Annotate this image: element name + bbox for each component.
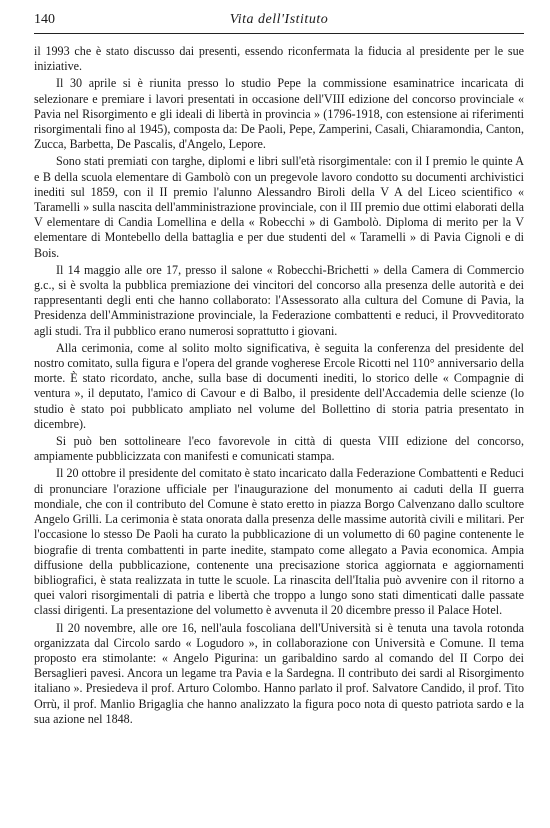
article-body — [34, 44, 524, 727]
paragraph-3: Sono stati premiati con targhe, diplomi e libri sull'età risorgimentale: con il I premio le quinte A e B della scuola elementare di Gambolò con un pregevole lavoro condotto su documenti archivistici inediti sul 1859, con il II premio l'alunno Alessandro Biroli della V A del Liceo scientifico « Taramelli » sulla nascita dell'amministrazione provinciale, con il III premio due ottimi elaborati della V elementare di Candia Lomellina e della « Robecchi » di Gambolò. Diploma di merito per la V elementare di Montebello della battaglia e per due studenti del « Taramelli » di Pavia Cignoli e di Bois. — [34, 154, 524, 260]
paragraph-6: Si può ben sottolineare l'eco favorevole in città di questa VIII edizione del concorso, ampiamente pubblicizzata con manifesti e comunicati stampa. — [34, 434, 524, 464]
paragraph-1: il 1993 che è stato discusso dai presenti, essendo riconfermata la fiducia al presidente per le sue iniziative. — [34, 44, 524, 74]
running-title: Vita dell'Istituto — [229, 12, 329, 27]
page-number: 140 — [34, 12, 55, 27]
paragraph-4: Il 14 maggio alle ore 17, presso il salone « Robecchi-Brichetti » della Camera di Commercio g.c., si è svolta la pubblica premiazione dei vincitori del concorso alla presenza delle autorità e dei rappresentanti degli enti che hanno collaborato: l'Assessorato alla cultura del Comune di Pavia, la Presidenza dell'Amministrazione provinciale, la Federazione combattenti e reduci, il Provveditorato agli studi. Tra il pubblico erano numerosi soprattutto i giovani. — [34, 262, 524, 338]
header-rule — [34, 33, 524, 34]
paragraph-8: Il 20 novembre, alle ore 16, nell'aula foscoliana dell'Università si è tenuta una tavola rotonda organizzata dal Circolo sardo « Logudoro », in collaborazione con Università e Comune. Il tema proposto era stimolante: « Angelo Pigurina: un garibaldino sardo al comando del II Corpo dei Bersaglieri pavesi. Ancora un legame tra Pavia e la Sardegna. Il contributo dei sardi al Risorgimento italiano ». Presiedeva il prof. Arturo Colombo. Hanno parlato il prof. Salvatore Candido, il prof. Tito Orrù, il prof. Manlio Brigaglia che hanno analizzato la figura poco nota di questo patriota sardo e la sua azione nel 1848. — [34, 620, 524, 726]
paragraph-7: Il 20 ottobre il presidente del comitato è stato incaricato dalla Federazione Combattenti e Reduci di pronunciare l'orazione ufficiale per l'inaugurazione del monumento ai caduti della II guerra mondiale, che con il contributo del Comune è stato eretto in piazza Borgo Calvenzano dallo scultore Angelo Grilli. La cerimonia è stata onorata dalla presenza delle massime autorità civili e militari. Per l'occasione lo stesso De Paoli ha curato la pubblicazione di un volumetto di 60 pagine contenente le biografie di trenta combattenti in parte inedite, stampato come allegato a Pavia economica. Ampia diffusione della pubblicazione, contenente una precisazione storica aggiornata e aggiornamenti bibliografici, è stata realizzata in tutte le scuole. La rinascita dell'Italia può avvenire con il ritorno a quei valori risorgimentali di patria e libertà che troppo a lungo sono stati dimenticati dalle passate classi dirigenti. La presentazione del volumetto è avvenuta il 20 dicembre presso il Palace Hotel. — [34, 466, 524, 618]
paragraph-2: Il 30 aprile si è riunita presso lo studio Pepe la commissione esaminatrice incaricata di selezionare e premiare i lavori presentati in occasione dell'VIII edizione del concorso provinciale « Pavia nel Risorgimento e gli ideali di libertà in provincia » (1796-1918, con estensione ai riferimenti risorgimentali fino al 1945), composta da: De Paoli, Pepe, Zamperini, Casali, Chiaramondia, Canton, Zucca, Barbetta, De Pascalis, d'Angelo, Lepore. — [34, 76, 524, 152]
paragraph-5: Alla cerimonia, come al solito molto significativa, è seguita la conferenza del presidente del nostro comitato, sulla figura e l'opera del grande vogherese Ercole Ricotti nel 110° anniversario della morte. È stato ricordato, anche, sulla base di documenti inediti, lo storico delle « Compagnie di ventura », il deputato, l'amico di Cavour e di Balbo, il presidente dell'Accademia delle scienze (lo studio è stato poi pubblicato ampliato nel volume del Bollettino di storia patria presentato in dicembre). — [34, 340, 524, 431]
page-header — [34, 10, 524, 32]
